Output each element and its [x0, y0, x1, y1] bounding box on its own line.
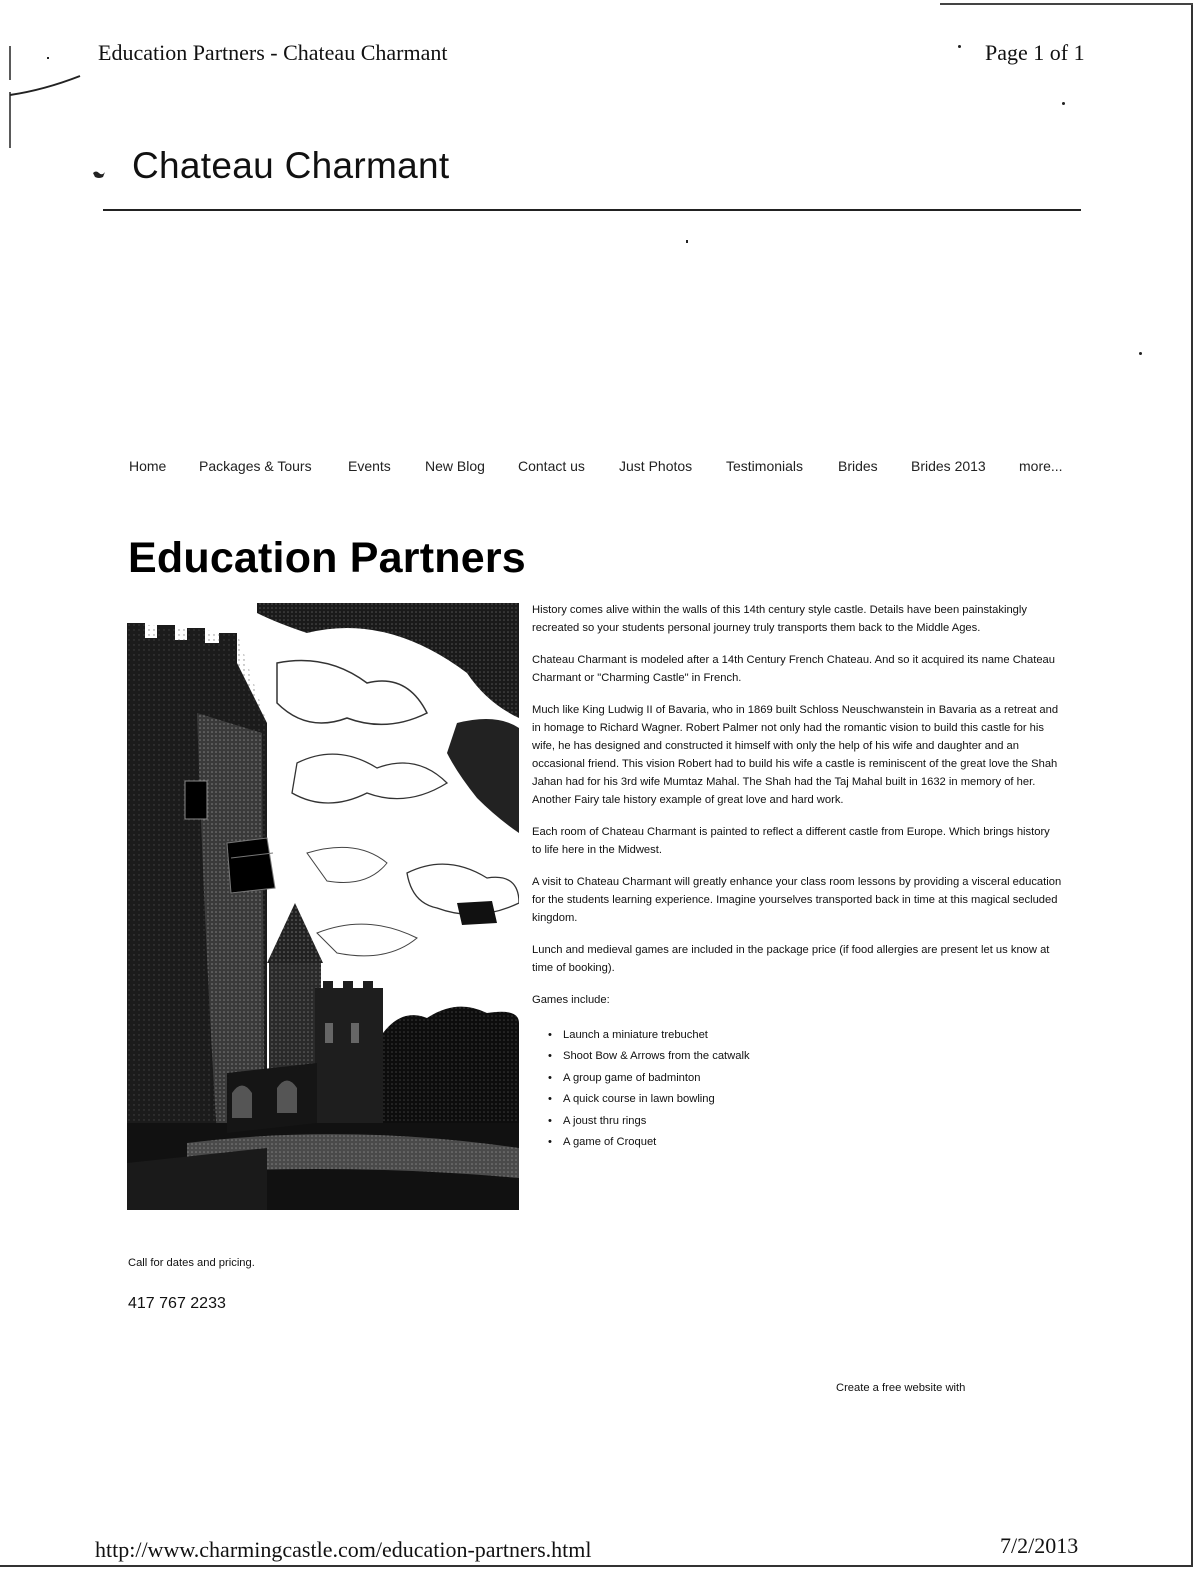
nav-item-packages-tours[interactable]: Packages & Tours [199, 458, 312, 474]
main-nav [129, 458, 1089, 480]
phone-number: 417 767 2233 [128, 1295, 226, 1312]
print-footer-url: http://www.charmingcastle.com/education-partners.html [95, 1537, 592, 1562]
site-title[interactable]: Chateau Charmant [132, 145, 450, 186]
nav-item-brides[interactable]: Brides [838, 458, 878, 474]
paragraph-ludwig: Much like King Ludwig II of Bavaria, who in 1869 built Schloss Neuschwanstein in Bavaria as a retreat and in homage to Richard Wagner. Robert Palmer not only had the romantic vision to build this castle for his wife, he has designed and constructed it himself with only the help of his wife and daughter and an occasional friend. This vision Robert had to build his wife a castle is reminiscent of the great love the Shah Jahan had for his 3rd wife Mumtaz Mahal. The Shah had the Taj Mahal built in 1632 in memory of her. Another Fairy tale history example of great love and hard work. [532, 704, 1059, 806]
paragraph-visit: A visit to Chateau Charmant will greatly enhance your class room lessons by providing a visceral education for the students learning experience. Imagine yourselves transported back in time at this magical secluded kingdom. [532, 876, 1062, 924]
print-footer-date: 7/2/2013 [1000, 1533, 1079, 1558]
scan-speck [1139, 352, 1142, 355]
call-for-pricing: Call for dates and pricing. [128, 1257, 255, 1269]
list-item: • A quick course in lawn bowling [563, 1089, 1062, 1110]
nav-item-events[interactable]: Events [348, 458, 391, 474]
nav-item-new-blog[interactable]: New Blog [425, 458, 485, 474]
list-item: • Launch a miniature trebuchet [563, 1025, 1062, 1046]
list-item: • Shoot Bow & Arrows from the catwalk [563, 1046, 1062, 1067]
list-item: • A game of Croquet [563, 1132, 1062, 1153]
paragraph-modeled: Chateau Charmant is modeled after a 14th Century French Chateau. And so it acquired its name Chateau Charmant or "Charming Castle" in French. [532, 654, 1056, 684]
print-header-title: Education Partners - Chateau Charmant [98, 40, 448, 65]
scan-edge-right [1191, 5, 1193, 1565]
nav-item-contact-us[interactable]: Contact us [518, 458, 585, 474]
paragraph-rooms: Each room of Chateau Charmant is painted to reflect a different castle from Europe. Which brings history to life here in the Midwest. [532, 826, 1050, 856]
scan-mark [4, 40, 84, 155]
site-logo-icon [92, 168, 106, 182]
main-content [532, 601, 1062, 1153]
nav-item-brides-2013[interactable]: Brides 2013 [911, 458, 986, 474]
nav-item-home[interactable]: Home [129, 458, 167, 474]
games-list [532, 1025, 1062, 1153]
games-intro: Games include: [532, 994, 610, 1006]
scan-speck [1062, 102, 1065, 105]
scan-edge-top [940, 3, 1193, 5]
nav-item-more[interactable]: more... [1019, 458, 1063, 474]
nav-item-just-photos[interactable]: Just Photos [619, 458, 693, 474]
paragraph-lunch: Lunch and medieval games are included in the package price (if food allergies are present let us know at time of booking). [532, 944, 1050, 974]
paragraph-history: History comes alive within the walls of this 14th century style castle. Details have been painstakingly recreated so your students personal journey truly transports them back to the Middle Ages. [532, 604, 1027, 634]
page-title: Education Partners [128, 534, 526, 582]
list-item: • A group game of badminton [563, 1068, 1062, 1089]
list-item: • A joust thru rings [563, 1111, 1062, 1132]
print-page-number: Page 1 of 1 [985, 40, 1085, 65]
scan-speck [47, 57, 49, 59]
header-divider [103, 209, 1081, 211]
castle-photo [127, 603, 519, 1210]
scan-speck [686, 240, 688, 243]
scan-edge-bottom [0, 1565, 1193, 1567]
nav-item-testimonials[interactable]: Testimonials [726, 458, 804, 474]
scan-speck [958, 45, 961, 48]
footer-credit-link[interactable]: Create a free website with [836, 1382, 966, 1394]
